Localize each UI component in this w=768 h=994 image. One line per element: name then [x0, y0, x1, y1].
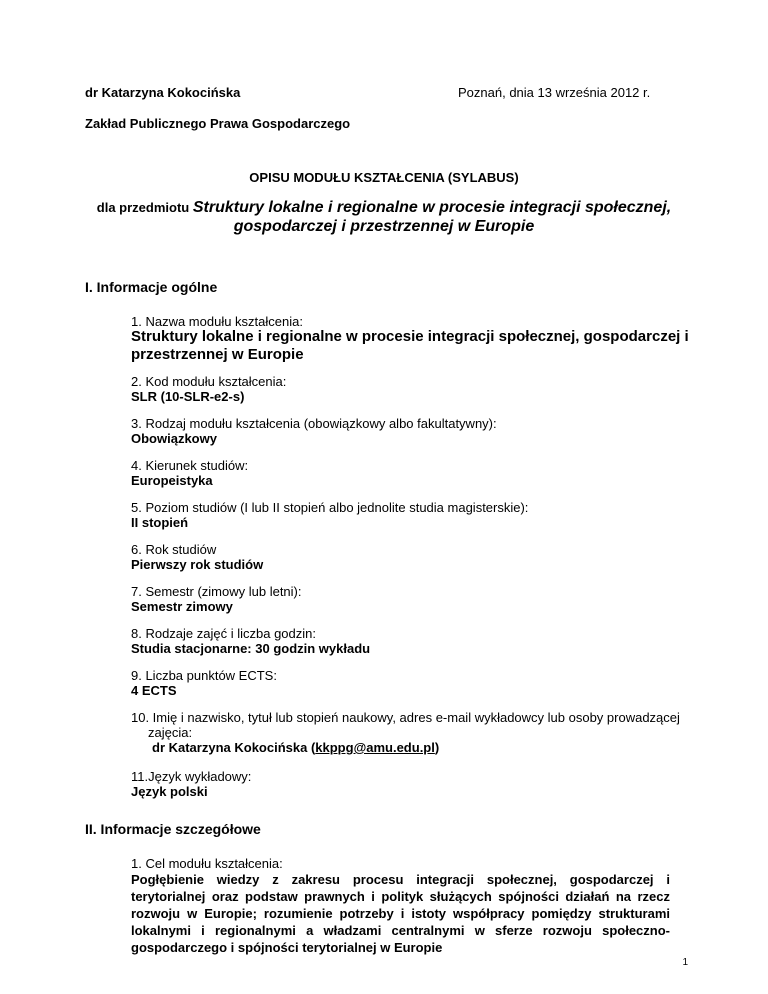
item-value-language: Język polski	[131, 784, 208, 799]
item-label-module-code: 2. Kod modułu kształcenia:	[131, 374, 287, 389]
item-value-lecturer	[152, 740, 439, 755]
item-value-semester: Semestr zimowy	[131, 599, 233, 614]
item-value-study-year: Pierwszy rok studiów	[131, 557, 264, 572]
item-label-module-type: 3. Rodzaj modułu kształcenia (obowiązkowy albo fakultatywny):	[131, 416, 497, 431]
item-label-language: 11.Język wykładowy:	[131, 769, 252, 784]
page-number: 1	[682, 957, 688, 968]
lecturer-name: dr Katarzyna Kokocińska (	[152, 740, 316, 755]
subject-title-line1	[0, 199, 768, 217]
subject-name-part1: Struktury lokalne i regionalne w procesie integracji społecznej,	[192, 199, 672, 216]
item-label-lecturer-line2: zajęcia:	[148, 725, 193, 740]
item-label-ects: 9. Liczba punktów ECTS:	[131, 668, 277, 683]
item-value-field-of-study: Europeistyka	[131, 473, 213, 488]
section-heading-details: II. Informacje szczegółowe	[85, 821, 261, 837]
lecturer-close-paren: )	[434, 740, 440, 755]
item-value-module-type: Obowiązkowy	[131, 431, 217, 446]
item-value-module-name-line2: przestrzennej w Europie	[131, 346, 304, 363]
department-name: Zakład Publicznego Prawa Gospodarczego	[85, 116, 351, 131]
author-name: dr Katarzyna Kokocińska	[85, 85, 241, 100]
item-value-module-code: SLR (10-SLR-e2-s)	[131, 389, 245, 404]
item-value-study-level: II stopień	[131, 515, 189, 530]
item-label-study-year: 6. Rok studiów	[131, 542, 217, 557]
item-value-module-name-line1: Struktury lokalne i regionalne w procesie integracji społecznej, gospodarczej i	[131, 328, 689, 345]
subject-prefix: dla przedmiotu	[96, 200, 190, 215]
item-value-class-types: Studia stacjonarne: 30 godzin wykładu	[131, 641, 371, 656]
document-title: OPISU MODUŁU KSZTAŁCENIA (SYLABUS)	[249, 170, 519, 185]
item-label-module-goal: 1. Cel modułu kształcenia:	[131, 856, 283, 871]
item-label-lecturer-line1: 10. Imię i nazwisko, tytuł lub stopień naukowy, adres e-mail wykładowcy lub osoby prowadzącej	[131, 710, 680, 725]
section-heading-general: I. Informacje ogólne	[85, 279, 218, 295]
lecturer-email-link[interactable]: kkppg@amu.edu.pl	[315, 740, 435, 755]
item-label-semester: 7. Semestr (zimowy lub letni):	[131, 584, 302, 599]
subject-title-line2: gospodarczej i przestrzennej w Europie	[233, 218, 535, 235]
item-value-module-goal: Pogłębienie wiedzy z zakresu procesu integracji społecznej, gospodarczej i terytorialnej oraz podstaw prawnych i polityk służących spójności działań na rzecz rozwoju w Europie; rozumienie potrzeby i istoty współpracy pomiędzy strukturami lokalnymi i regionalnymi a władzami centralnymi w sferze rozwoju społeczno-gospodarczego i spójności terytorialnej w Europie	[131, 872, 670, 955]
item-label-field-of-study: 4. Kierunek studiów:	[131, 458, 249, 473]
item-label-module-name: 1. Nazwa modułu kształcenia:	[131, 314, 303, 329]
item-value-ects: 4 ECTS	[131, 683, 177, 698]
place-date: Poznań, dnia 13 września 2012 r.	[458, 85, 651, 100]
item-label-class-types: 8. Rodzaje zajęć i liczba godzin:	[131, 626, 316, 641]
item-label-study-level: 5. Poziom studiów (I lub II stopień albo jednolite studia magisterskie):	[131, 500, 529, 515]
